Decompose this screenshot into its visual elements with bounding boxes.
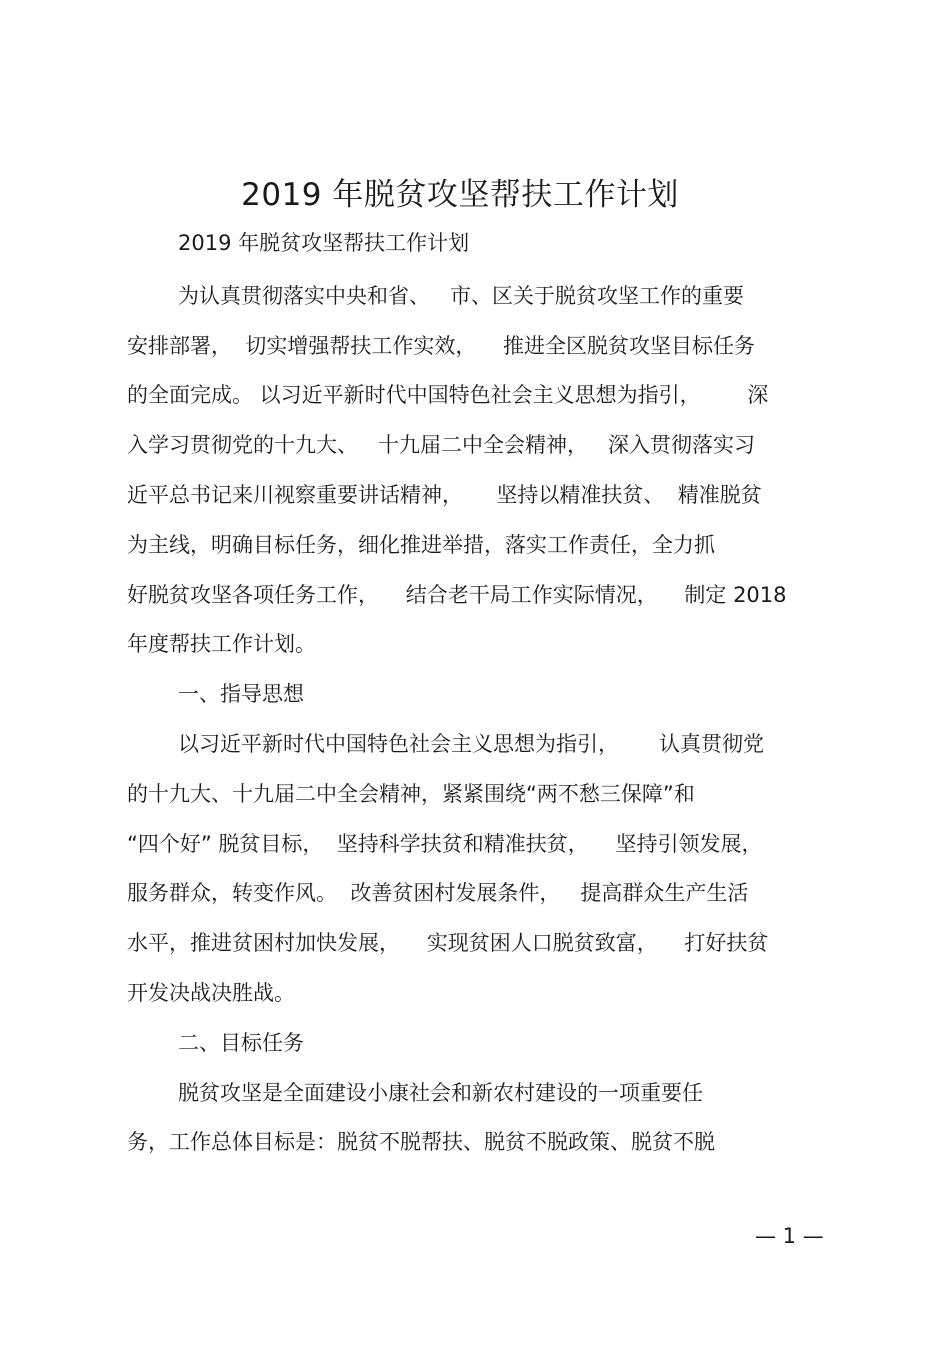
paragraph-line: “四个好” 脱贫目标， 坚持科学扶贫和精准扶贫， 坚持引领发展， <box>127 832 763 856</box>
paragraph-line: 以习近平新时代中国特色社会主义思想为指引， 认真贯彻党 <box>178 732 765 756</box>
paragraph-line: 开发决战决胜战。 <box>127 981 295 1005</box>
document-title: 2019 年脱贫攻坚帮扶工作计划 <box>241 177 679 213</box>
paragraph-line: 水平，推进贫困村加快发展， 实现贫困人口脱贫致富， 打好扶贫 <box>127 931 769 955</box>
paragraph-line: 服务群众，转变作风。 改善贫困村发展条件， 提高群众生产生活 <box>127 881 749 905</box>
subtitle-line: 2019 年脱贫攻坚帮扶工作计划 <box>178 231 470 255</box>
paragraph-line: 脱贫攻坚是全面建设小康社会和新农村建设的一项重要任 <box>178 1081 703 1105</box>
page-number: — 1 — <box>755 1224 824 1248</box>
paragraph-line: 安排部署， 切实增强帮扶工作实效， 推进全区脱贫攻坚目标任务 <box>127 334 756 358</box>
paragraph-line: 近平总书记来川视察重要讲话精神， 坚持以精准扶贫、 精准脱贫 <box>127 483 762 507</box>
paragraph-line: 好脱贫攻坚各项任务工作， 结合老干局工作实际情况， 制定 2018 <box>127 583 787 607</box>
section-heading: 二、目标任务 <box>178 1031 304 1055</box>
paragraph-line: 的全面完成。 以习近平新时代中国特色社会主义思想为指引， 深 <box>127 383 769 407</box>
paragraph-line: 入学习贯彻党的十九大、 十九届二中全会精神， 深入贯彻落实习 <box>127 433 756 457</box>
paragraph-line: 年度帮扶工作计划。 <box>127 632 316 656</box>
paragraph-line: 为主线，明确目标任务，细化推进举措，落实工作责任，全力抓 <box>127 533 715 557</box>
paragraph-line: 务，工作总体目标是：脱贫不脱帮扶、脱贫不脱政策、脱贫不脱 <box>127 1130 715 1154</box>
paragraph-line: 的十九大、十九届二中全会精神，紧紧围绕“两不愁三保障”和 <box>127 782 695 806</box>
section-heading: 一、指导思想 <box>178 682 304 706</box>
paragraph-line: 为认真贯彻落实中央和省、 市、区关于脱贫攻坚工作的重要 <box>178 284 745 308</box>
